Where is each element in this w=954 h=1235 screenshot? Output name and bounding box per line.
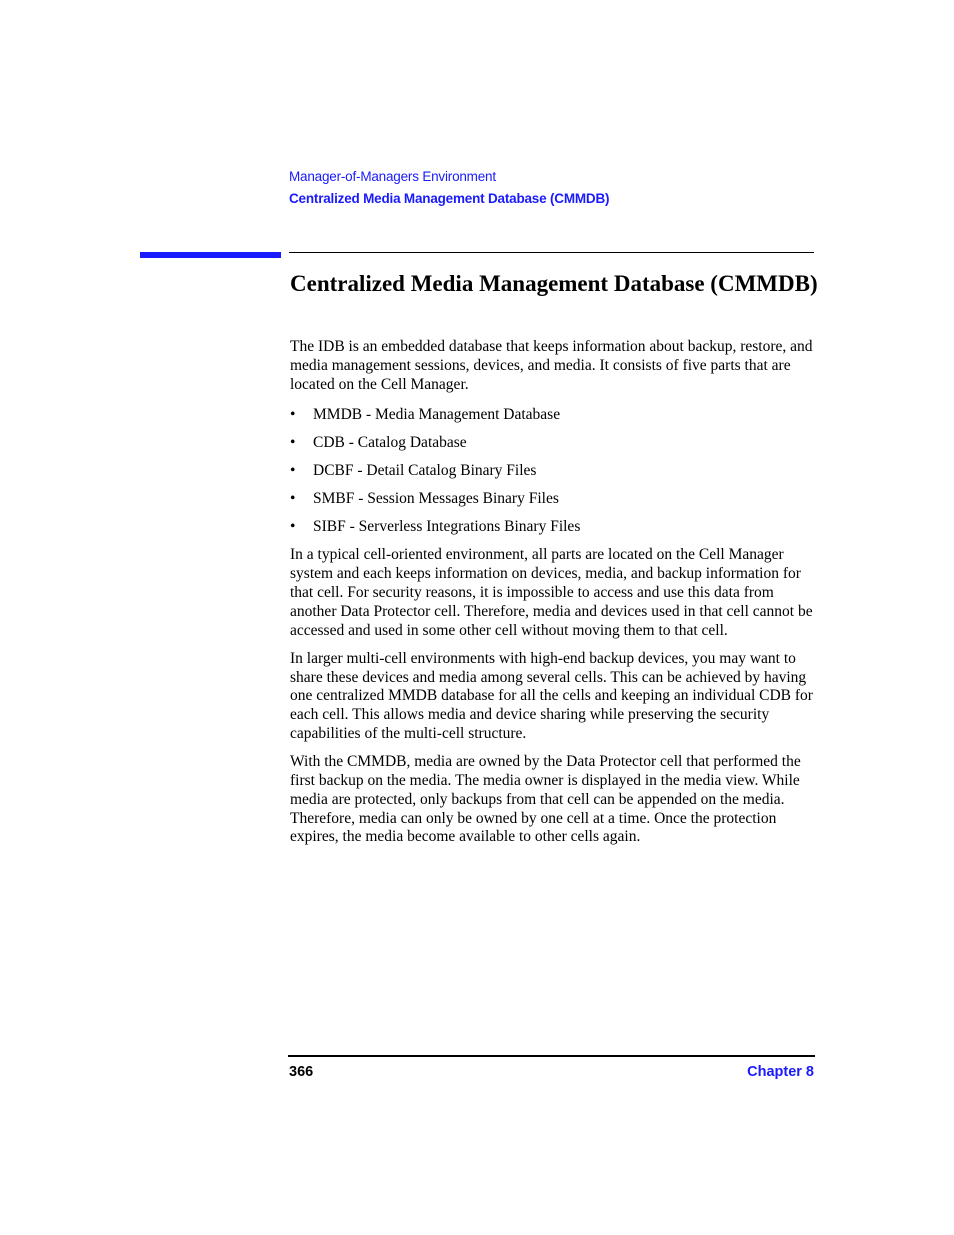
list-item-text: MMDB - Media Management Database (313, 406, 561, 424)
bullet-icon: • (290, 462, 296, 480)
breadcrumb (289, 166, 609, 210)
list-item-text: SIBF - Serverless Integrations Binary Files (313, 518, 581, 536)
bullet-icon: • (290, 434, 296, 452)
footer-divider (288, 1055, 815, 1057)
breadcrumb-current[interactable]: Centralized Media Management Database (CMMDB) (289, 191, 610, 206)
body-paragraph: In larger multi-cell environments with high-end backup devices, you may want to share these devices and media among several cells. This can be achieved by having one centralized MMDB database for all the cells and keeping an individual CDB for each cell. This allows media and device sharing while preserving the security capabilities of the multi-cell structure. (290, 649, 813, 742)
list-item-text: CDB - Catalog Database (313, 434, 467, 452)
chapter-link[interactable]: Chapter 8 (747, 1064, 814, 1080)
database-parts-list (290, 406, 818, 537)
page-number: 366 (289, 1064, 314, 1080)
section-title: Centralized Media Management Database (CMMDB) (290, 271, 818, 296)
body-paragraph: With the CMMDB, media are owned by the Data Protector cell that performed the first backup on the media. The media owner is displayed in the media view. While media are protected, only backups from that cell can be appended on the media. Therefore, media can only be owned by one cell at a time. Once the protection expires, the media become available to other cells again. (290, 753, 801, 846)
breadcrumb-parent[interactable]: Manager-of-Managers Environment (289, 169, 496, 184)
bullet-icon: • (290, 518, 296, 536)
bullet-icon: • (290, 490, 296, 508)
list-item (290, 462, 818, 481)
list-item (290, 518, 818, 537)
list-item (290, 406, 818, 425)
section-marker-bar (140, 252, 281, 258)
intro-paragraph: The IDB is an embedded database that keeps information about backup, restore, and media management sessions, devices, and media. It consists of five parts that are located on the Cell Manager. (290, 338, 813, 393)
list-item (290, 434, 818, 453)
body-paragraph: In a typical cell-oriented environment, all parts are located on the Cell Manager system and each keeps information on devices, media, and backup information for that cell. For security reasons, it is impossible to access and use this data from another Data Protector cell. Therefore, media and devices used in that cell cannot be accessed and used in some other cell without moving them to that cell. (290, 546, 813, 639)
list-item (290, 490, 818, 509)
section-body (290, 338, 818, 857)
bullet-icon: • (290, 406, 296, 424)
list-item-text: SMBF - Session Messages Binary Files (313, 490, 559, 508)
section-divider (289, 252, 814, 253)
list-item-text: DCBF - Detail Catalog Binary Files (313, 462, 537, 480)
